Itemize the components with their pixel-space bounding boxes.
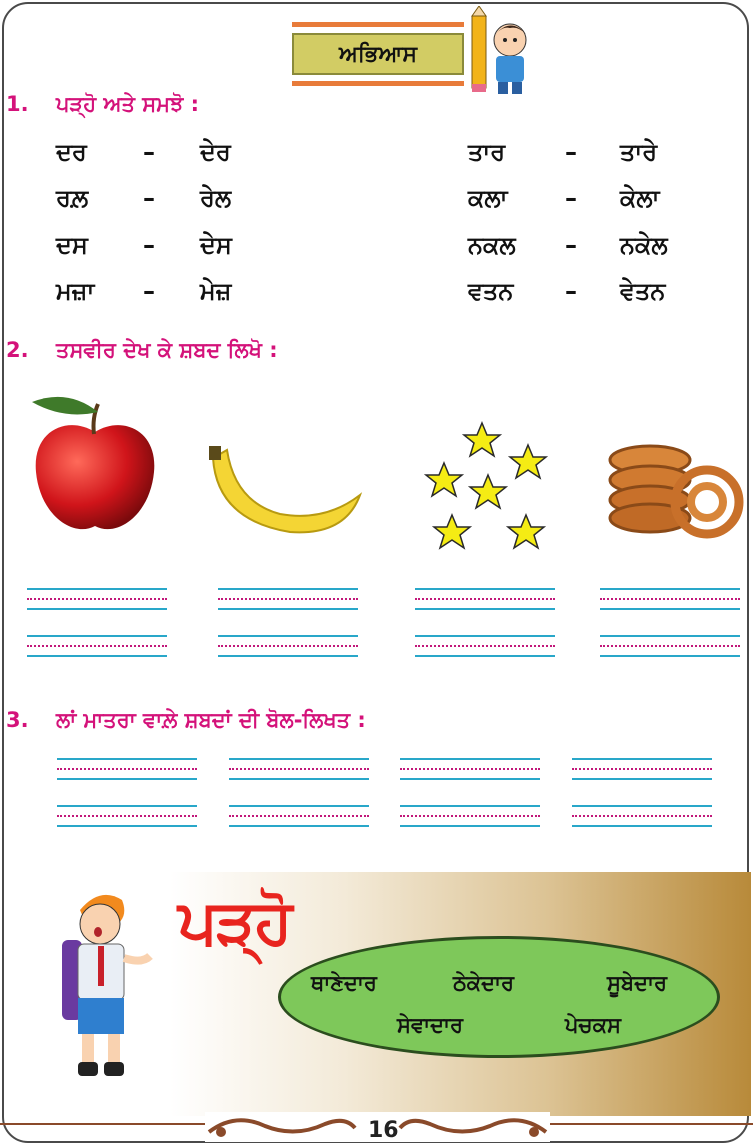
- apple-icon: [28, 390, 163, 540]
- section-1-number: 1.: [6, 92, 29, 116]
- word: ਰਲ਼: [56, 184, 89, 212]
- reader-word: ਥਾਣੇਦਾਰ: [311, 971, 377, 995]
- word: ਵਤਨ: [468, 277, 514, 305]
- word: ਕਲਾ: [468, 184, 508, 212]
- title-bottom-bar: [292, 81, 464, 86]
- section-2-heading: [6, 338, 278, 363]
- word: ਰੇਲ: [200, 184, 232, 212]
- dash: –: [143, 231, 155, 259]
- dash: –: [143, 184, 155, 212]
- section-1-heading: [6, 92, 199, 117]
- dash: –: [565, 277, 577, 305]
- writing-lines[interactable]: [218, 588, 358, 657]
- word: ਤਾਰ: [468, 138, 506, 166]
- writing-lines[interactable]: [57, 758, 197, 827]
- word: ਮਜ਼ਾ: [56, 277, 95, 305]
- word: ਦੇਸ: [200, 231, 232, 259]
- word: ਨਕੇਲ: [620, 231, 668, 259]
- dash: –: [143, 277, 155, 305]
- word: ਦਰ: [56, 138, 87, 166]
- reader-title: ਪੜ੍ਹੋ: [178, 885, 291, 958]
- word: ਦਸ: [56, 231, 88, 259]
- title-banner: [292, 22, 464, 86]
- word: ਦੇਰ: [200, 138, 231, 166]
- word: ਕੇਲਾ: [620, 184, 660, 212]
- section-3-title: ਲਾਂ ਮਾਤਰਾ ਵਾਲ਼ੇ ਸ਼ਬਦਾਂ ਦੀ ਬੋਲ-ਲਿਖਤ :: [56, 708, 366, 732]
- writing-lines[interactable]: [600, 588, 740, 657]
- reader-word: ਪੇਚਕਸ: [565, 1013, 622, 1037]
- dash: –: [565, 184, 577, 212]
- section-3-heading: [6, 708, 366, 733]
- section-1-title: ਪੜ੍ਹੋ ਅਤੇ ਸਮਝੋ :: [56, 92, 199, 116]
- reader-word: ਸੇਵਾਦਾਰ: [397, 1013, 464, 1037]
- page-title: ਅਭਿਆਸ: [292, 33, 464, 75]
- writing-lines[interactable]: [27, 588, 167, 657]
- writing-lines[interactable]: [400, 758, 540, 827]
- pencil-boy-icon: [466, 6, 536, 98]
- dash: –: [565, 138, 577, 166]
- section-2-number: 2.: [6, 338, 29, 362]
- writing-lines[interactable]: [229, 758, 369, 827]
- stars-icon: [420, 415, 555, 560]
- writing-lines[interactable]: [572, 758, 712, 827]
- word: ਤਾਰੇ: [620, 138, 658, 166]
- title-top-bar: [292, 22, 464, 27]
- dash: –: [143, 138, 155, 166]
- pair-row-3: [0, 231, 753, 261]
- boy-with-bag-icon: [50, 880, 165, 1092]
- reader-word: ਠੇਕੇਦਾਰ: [453, 971, 515, 995]
- banana-icon: [205, 440, 365, 540]
- page-number: 16: [368, 1118, 399, 1143]
- reader-word: ਸੂਬੇਦਾਰ: [607, 971, 668, 995]
- word-bubble: [278, 936, 720, 1058]
- dash: –: [565, 231, 577, 259]
- pair-row-1: [0, 138, 753, 168]
- section-3-number: 3.: [6, 708, 29, 732]
- word: ਮੇਜ਼: [200, 277, 232, 305]
- section-2-title: ਤਸਵੀਰ ਦੇਖ ਕੇ ਸ਼ਬਦ ਲਿਖੋ :: [56, 338, 278, 362]
- pair-row-2: [0, 184, 753, 214]
- jalebi-icon: [605, 430, 745, 540]
- pair-row-4: [0, 277, 753, 307]
- word: ਵੇਤਨ: [620, 277, 666, 305]
- writing-lines[interactable]: [415, 588, 555, 657]
- word: ਨਕਲ: [468, 231, 516, 259]
